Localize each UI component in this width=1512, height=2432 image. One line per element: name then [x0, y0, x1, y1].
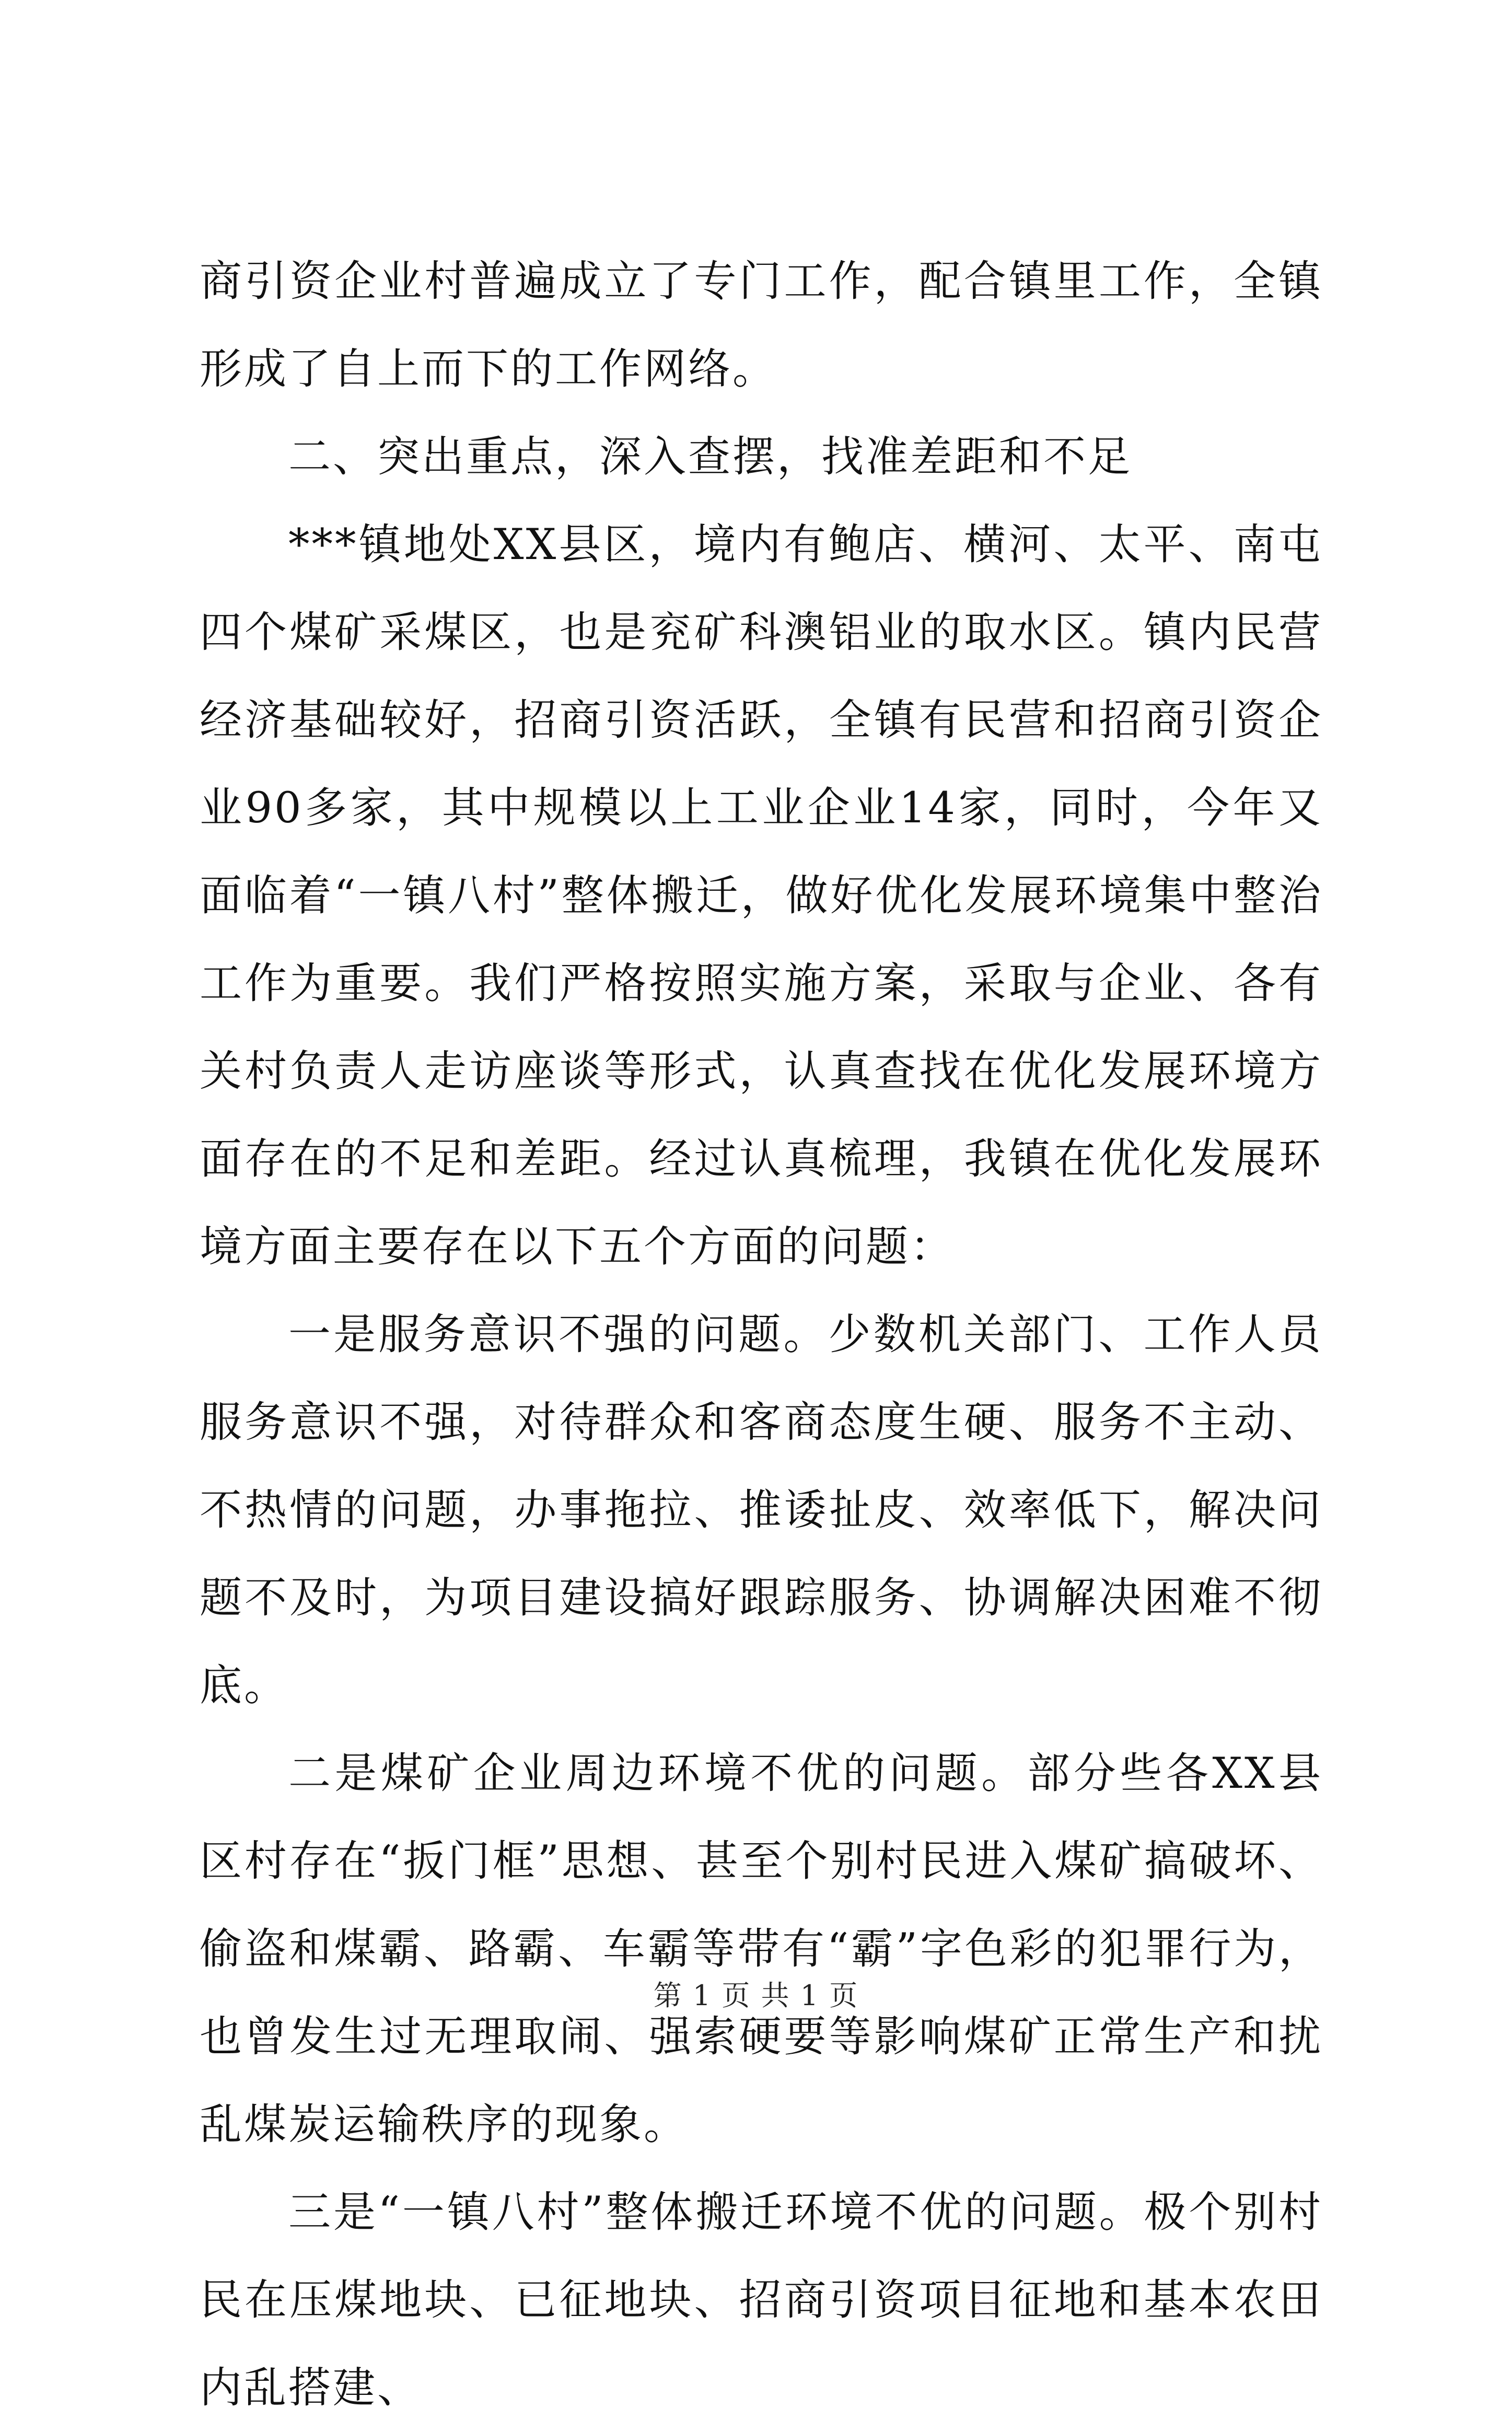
paragraph-overview: ***镇地处XX县区，境内有鲍店、横河、太平、南屯四个煤矿采煤区，也是兖矿科澳铝业的取水区。镇内民营经济基础较好，招商引资活跃，全镇有民营和招商引资企业90多家，其中规模以上工业企业14家，同时，今年又面临着“一镇八村”整体搬迁，做好优化发展环境集中整治工作为重要。我们严格按照实施方案，采取与企业、各有关村负责人走访座谈等形式，认真查找在优化发展环境方面存在的不足和差距。经过认真梳理，我镇在优化发展环境方面主要存在以下五个方面的问题： — [200, 520, 1323, 1272]
paragraph-issue-2: 二是煤矿企业周边环境不优的问题。部分些各XX县区村存在“扳门框”思想、甚至个别村民进入煤矿搞破坏、偷盗和煤霸、路霸、车霸等带有“霸”字色彩的犯罪行为，也曾发生过无理取闹、强索硬要等影响煤矿正常生产和扰乱煤炭运输秩序的现象。 — [200, 1749, 1323, 2149]
paragraph-continuation: 商引资企业村普遍成立了专门工作，配合镇里工作，全镇形成了自上而下的工作网络。 — [200, 257, 1323, 394]
paragraph-issue-3: 三是“一镇八村”整体搬迁环境不优的问题。极个别村民在压煤地块、已征地块、招商引资项目征地和基本农田内乱搭建、 — [200, 2188, 1323, 2413]
document-body — [200, 238, 1323, 2432]
page-footer: 第 1 页 共 1 页 — [653, 1979, 859, 2012]
paragraph-issue-1: 一是服务意识不强的问题。少数机关部门、工作人员服务意识不强，对待群众和客商态度生硬、服务不主动、不热情的问题，办事拖拉、推诿扯皮、效率低下，解决问题不及时，为项目建设搞好跟踪服务、协调解决困难不彻底。 — [200, 1310, 1323, 1710]
section-heading: 二、突出重点，深入查摆，找准差距和不足 — [288, 433, 1133, 482]
